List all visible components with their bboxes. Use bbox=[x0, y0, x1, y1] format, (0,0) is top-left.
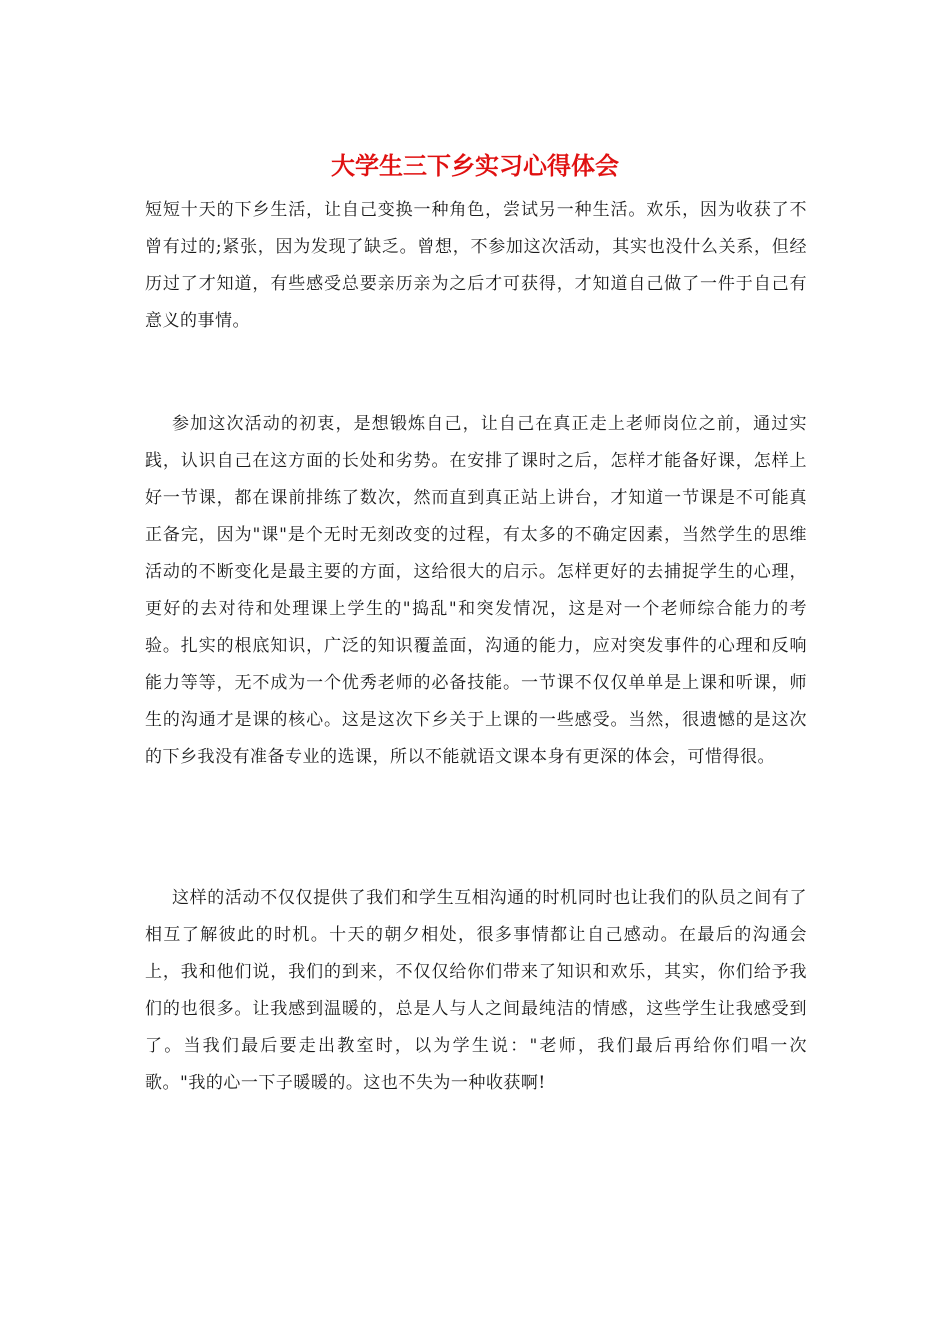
paragraph-2: 参加这次活动的初衷，是想锻炼自己，让自己在真正走上老师岗位之前，通过实践，认识自己在这方面的长处和劣势。在安排了课时之后，怎样才能备好课，怎样上好一节课，都在课前排练了数次，然而直到真正站上讲台，才知道一节课是不可能真正备完，因为"课"是个无时无刻改变的过程，有太多的不确定因素，当然学生的思维活动的不断变化是最主要的方面，这给很大的启示。怎样更好的去捕捉学生的心理，更好的去对待和处理课上学生的"捣乱"和突发情况，这是对一个老师综合能力的考验。扎实的根底知识，广泛的知识覆盖面，沟通的能力，应对突发事件的心理和反响能力等等，无不成为一个优秀老师的必备技能。一节课不仅仅单单是上课和听课，师生的沟通才是课的核心。这是这次下乡关于上课的一些感受。当然，很遗憾的是这次的下乡我没有准备专业的选课，所以不能就语文课本身有更深的体会，可惜得很。 bbox=[145, 414, 807, 767]
document-title: 大学生三下乡实习心得体会 bbox=[331, 151, 619, 180]
paragraph-1: 短短十天的下乡生活，让自己变换一种角色，尝试另一种生活。欢乐，因为收获了不曾有过的;紧张，因为发现了缺乏。曾想，不参加这次活动，其实也没什么关系，但经历过了才知道，有些感受总要亲历亲为之后才可获得，才知道自己做了一件于自己有意义的事情。 bbox=[145, 200, 807, 331]
paragraph-3: 这样的活动不仅仅提供了我们和学生互相沟通的时机同时也让我们的队员之间有了相互了解彼此的时机。十天的朝夕相处，很多事情都让自己感动。在最后的沟通会上，我和他们说，我们的到来，不仅仅给你们带来了知识和欢乐，其实，你们给予我们的也很多。让我感到温暖的，总是人与人之间最纯洁的情感，这些学生让我感受到了。当我们最后要走出教室时，以为学生说："老师，我们最后再给你们唱一次歌。"我的心一下子暖暖的。这也不失为一种收获啊! bbox=[145, 888, 807, 1093]
